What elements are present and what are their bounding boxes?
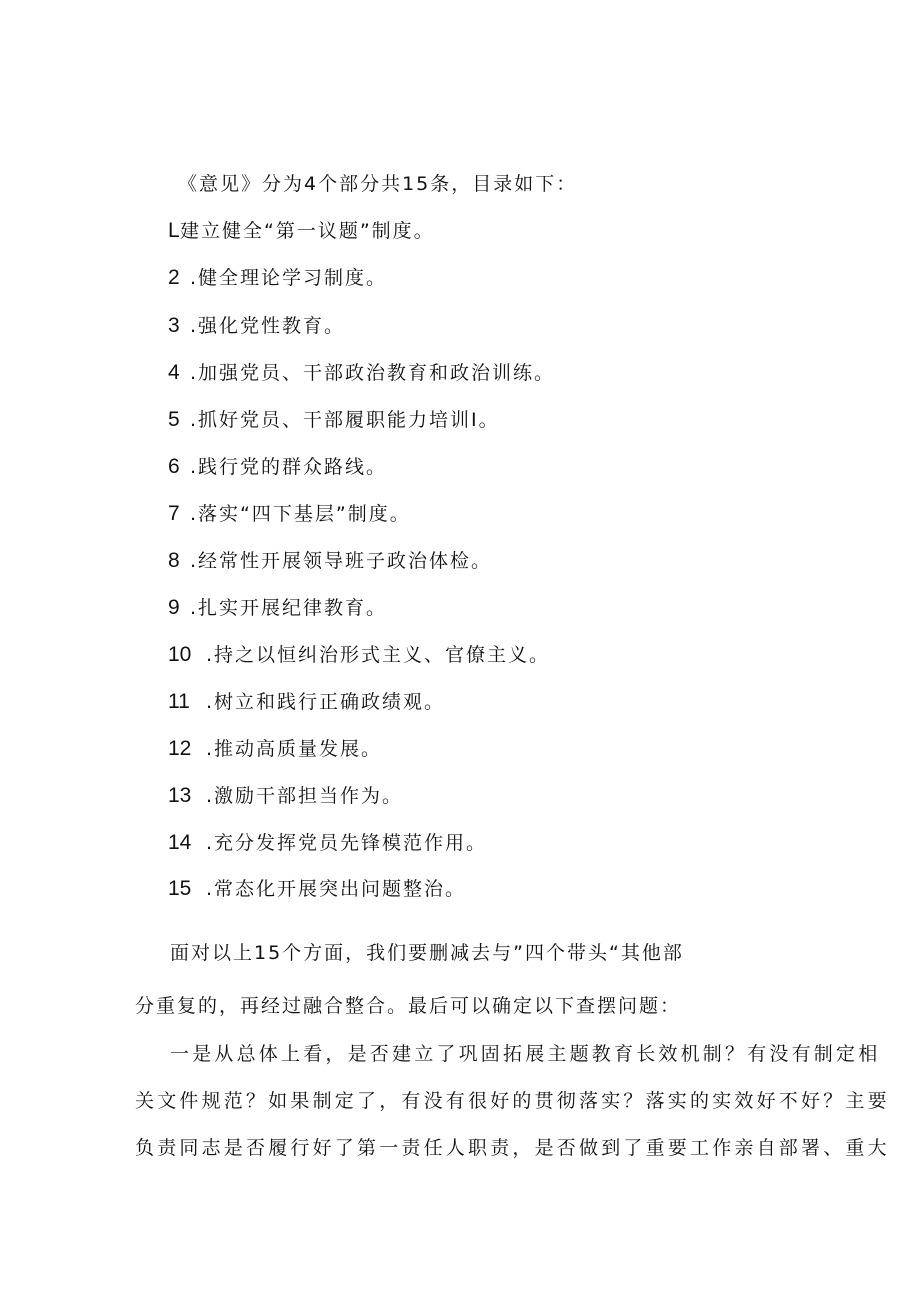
toc-item <box>168 831 487 855</box>
toc-item-number: L <box>168 219 180 242</box>
toc-item-text: .充分发挥党员先锋模范作用。 <box>206 832 488 854</box>
toc-item <box>168 596 387 620</box>
toc-item-text: 建立健全“第一议题”制度。 <box>180 220 435 242</box>
toc-item-text: .经常性开展领导班子政治体检。 <box>190 550 493 572</box>
toc-item-number: 7 <box>168 502 180 525</box>
toc-item-number: 11 <box>168 690 190 713</box>
toc-item-text: .推动高质量发展。 <box>206 738 383 760</box>
toc-item <box>168 219 435 243</box>
intro-line: 《意见》分为4个部分共15条，目录如下： <box>178 173 578 195</box>
toc-item-text: .常态化开展突出问题整治。 <box>206 878 467 900</box>
toc-item-number: 12 <box>168 737 192 760</box>
toc-item <box>168 361 555 385</box>
toc-item-number: 5 <box>168 408 180 431</box>
toc-item <box>168 408 500 432</box>
toc-item <box>168 690 445 714</box>
toc-item-text: .持之以恒纠治形式主义、官僚主义。 <box>206 644 551 666</box>
toc-item-text: .激励干部担当作为。 <box>206 785 404 807</box>
toc-item <box>168 502 411 526</box>
toc-item-number: 9 <box>168 596 180 619</box>
toc-item-text: .健全理论学习制度。 <box>190 267 388 289</box>
summary-paragraph-line: 面对以上15个方面，我们要删减去与”四个带头“其他部 <box>170 942 684 964</box>
toc-item-number: 6 <box>168 455 180 478</box>
toc-item <box>168 549 492 573</box>
body-paragraph-line: 负责同志是否履行好了第一责任人职责，是否做到了重要工作亲自部署、重大 <box>135 1137 890 1159</box>
body-paragraph-line: 关文件规范？如果制定了，有没有很好的贯彻落实？落实的实效好不好？主要 <box>135 1090 890 1112</box>
toc-item-text: .落实“四下基层”制度。 <box>190 503 411 525</box>
toc-item-number: 10 <box>168 643 192 666</box>
toc-item-text: .抓好党员、干部履职能力培训I。 <box>190 409 500 431</box>
toc-item-text: .践行党的群众路线。 <box>190 456 388 478</box>
toc-item <box>168 737 382 761</box>
toc-item-number: 13 <box>168 784 192 807</box>
toc-item-number: 8 <box>168 549 180 572</box>
body-paragraph-line: 一是从总体上看，是否建立了巩固拓展主题教育长效机制？有没有制定相 <box>170 1043 881 1065</box>
toc-item-text: .强化党性教育。 <box>190 315 346 337</box>
toc-item-text: .树立和践行正确政绩观。 <box>206 691 446 713</box>
toc-item-text: .扎实开展纪律教育。 <box>190 597 388 619</box>
toc-item <box>168 784 403 808</box>
toc-item-number: 2 <box>168 266 180 289</box>
toc-item-text: .加强党员、干部政治教育和政治训练。 <box>190 362 556 384</box>
toc-item <box>168 643 550 667</box>
summary-paragraph-line: 分重复的，再经过融合整合。最后可以确定以下查摆问题： <box>135 995 682 1017</box>
toc-item <box>168 455 387 479</box>
toc-item <box>168 266 387 290</box>
toc-item-number: 15 <box>168 877 192 900</box>
toc-item <box>168 314 345 338</box>
toc-item-number: 14 <box>168 831 192 854</box>
toc-item-number: 3 <box>168 314 180 337</box>
toc-item-number: 4 <box>168 361 180 384</box>
toc-item <box>168 877 466 901</box>
